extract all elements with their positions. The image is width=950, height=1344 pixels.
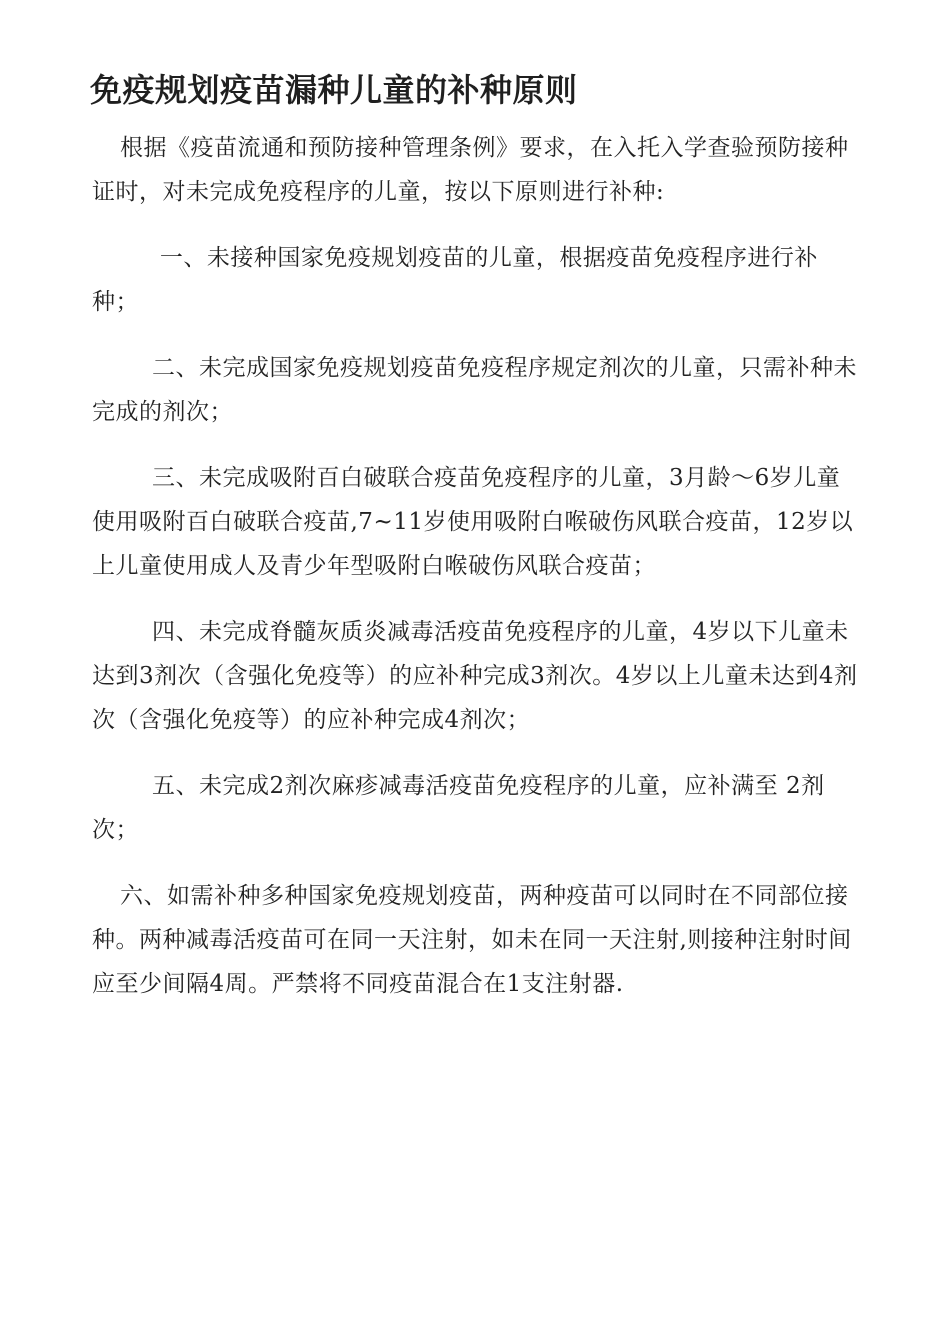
intro-paragraph: 根据《疫苗流通和预防接种管理条例》要求，在入托入学查验预防接种证时，对未完成免疫程序的儿童，按以下原则进行补种: (92, 135, 849, 205)
rule-item-3: 三、未完成吸附百白破联合疫苗免疫程序的儿童，3月龄～6岁儿童使用吸附百白破联合疫苗,7~11岁使用吸附白喉破伤风联合疫苗，12岁以上儿童使用成人及青少年型吸附白喉破伤风联合疫苗； (92, 465, 854, 579)
rule-item-6: 六、如需补种多种国家免疫规划疫苗，两种疫苗可以同时在不同部位接种。两种减毒活疫苗可在同一天注射，如未在同一天注射,则接种注射时间应至少间隔4周。严禁将不同疫苗混合在1支注射器. (92, 883, 852, 997)
rule-item-1: 一、未接种国家免疫规划疫苗的儿童，根据疫苗免疫程序进行补种； (92, 245, 818, 315)
rule-item-2: 二、未完成国家免疫规划疫苗免疫程序规定剂次的儿童，只需补种未完成的剂次； (92, 355, 857, 425)
document-title: 免疫规划疫苗漏种儿童的补种原则 (90, 71, 578, 109)
document-page (92, 66, 862, 1028)
rule-item-4: 四、未完成脊髓灰质炎减毒活疫苗免疫程序的儿童，4岁以下儿童未达到3剂次（含强化免疫等）的应补种完成3剂次。4岁以上儿童未达到4剂次（含强化免疫等）的应补种完成4剂次； (92, 619, 858, 733)
rule-item-5: 五、未完成2剂次麻疹减毒活疫苗免疫程序的儿童，应补满至 2剂次； (92, 773, 825, 843)
